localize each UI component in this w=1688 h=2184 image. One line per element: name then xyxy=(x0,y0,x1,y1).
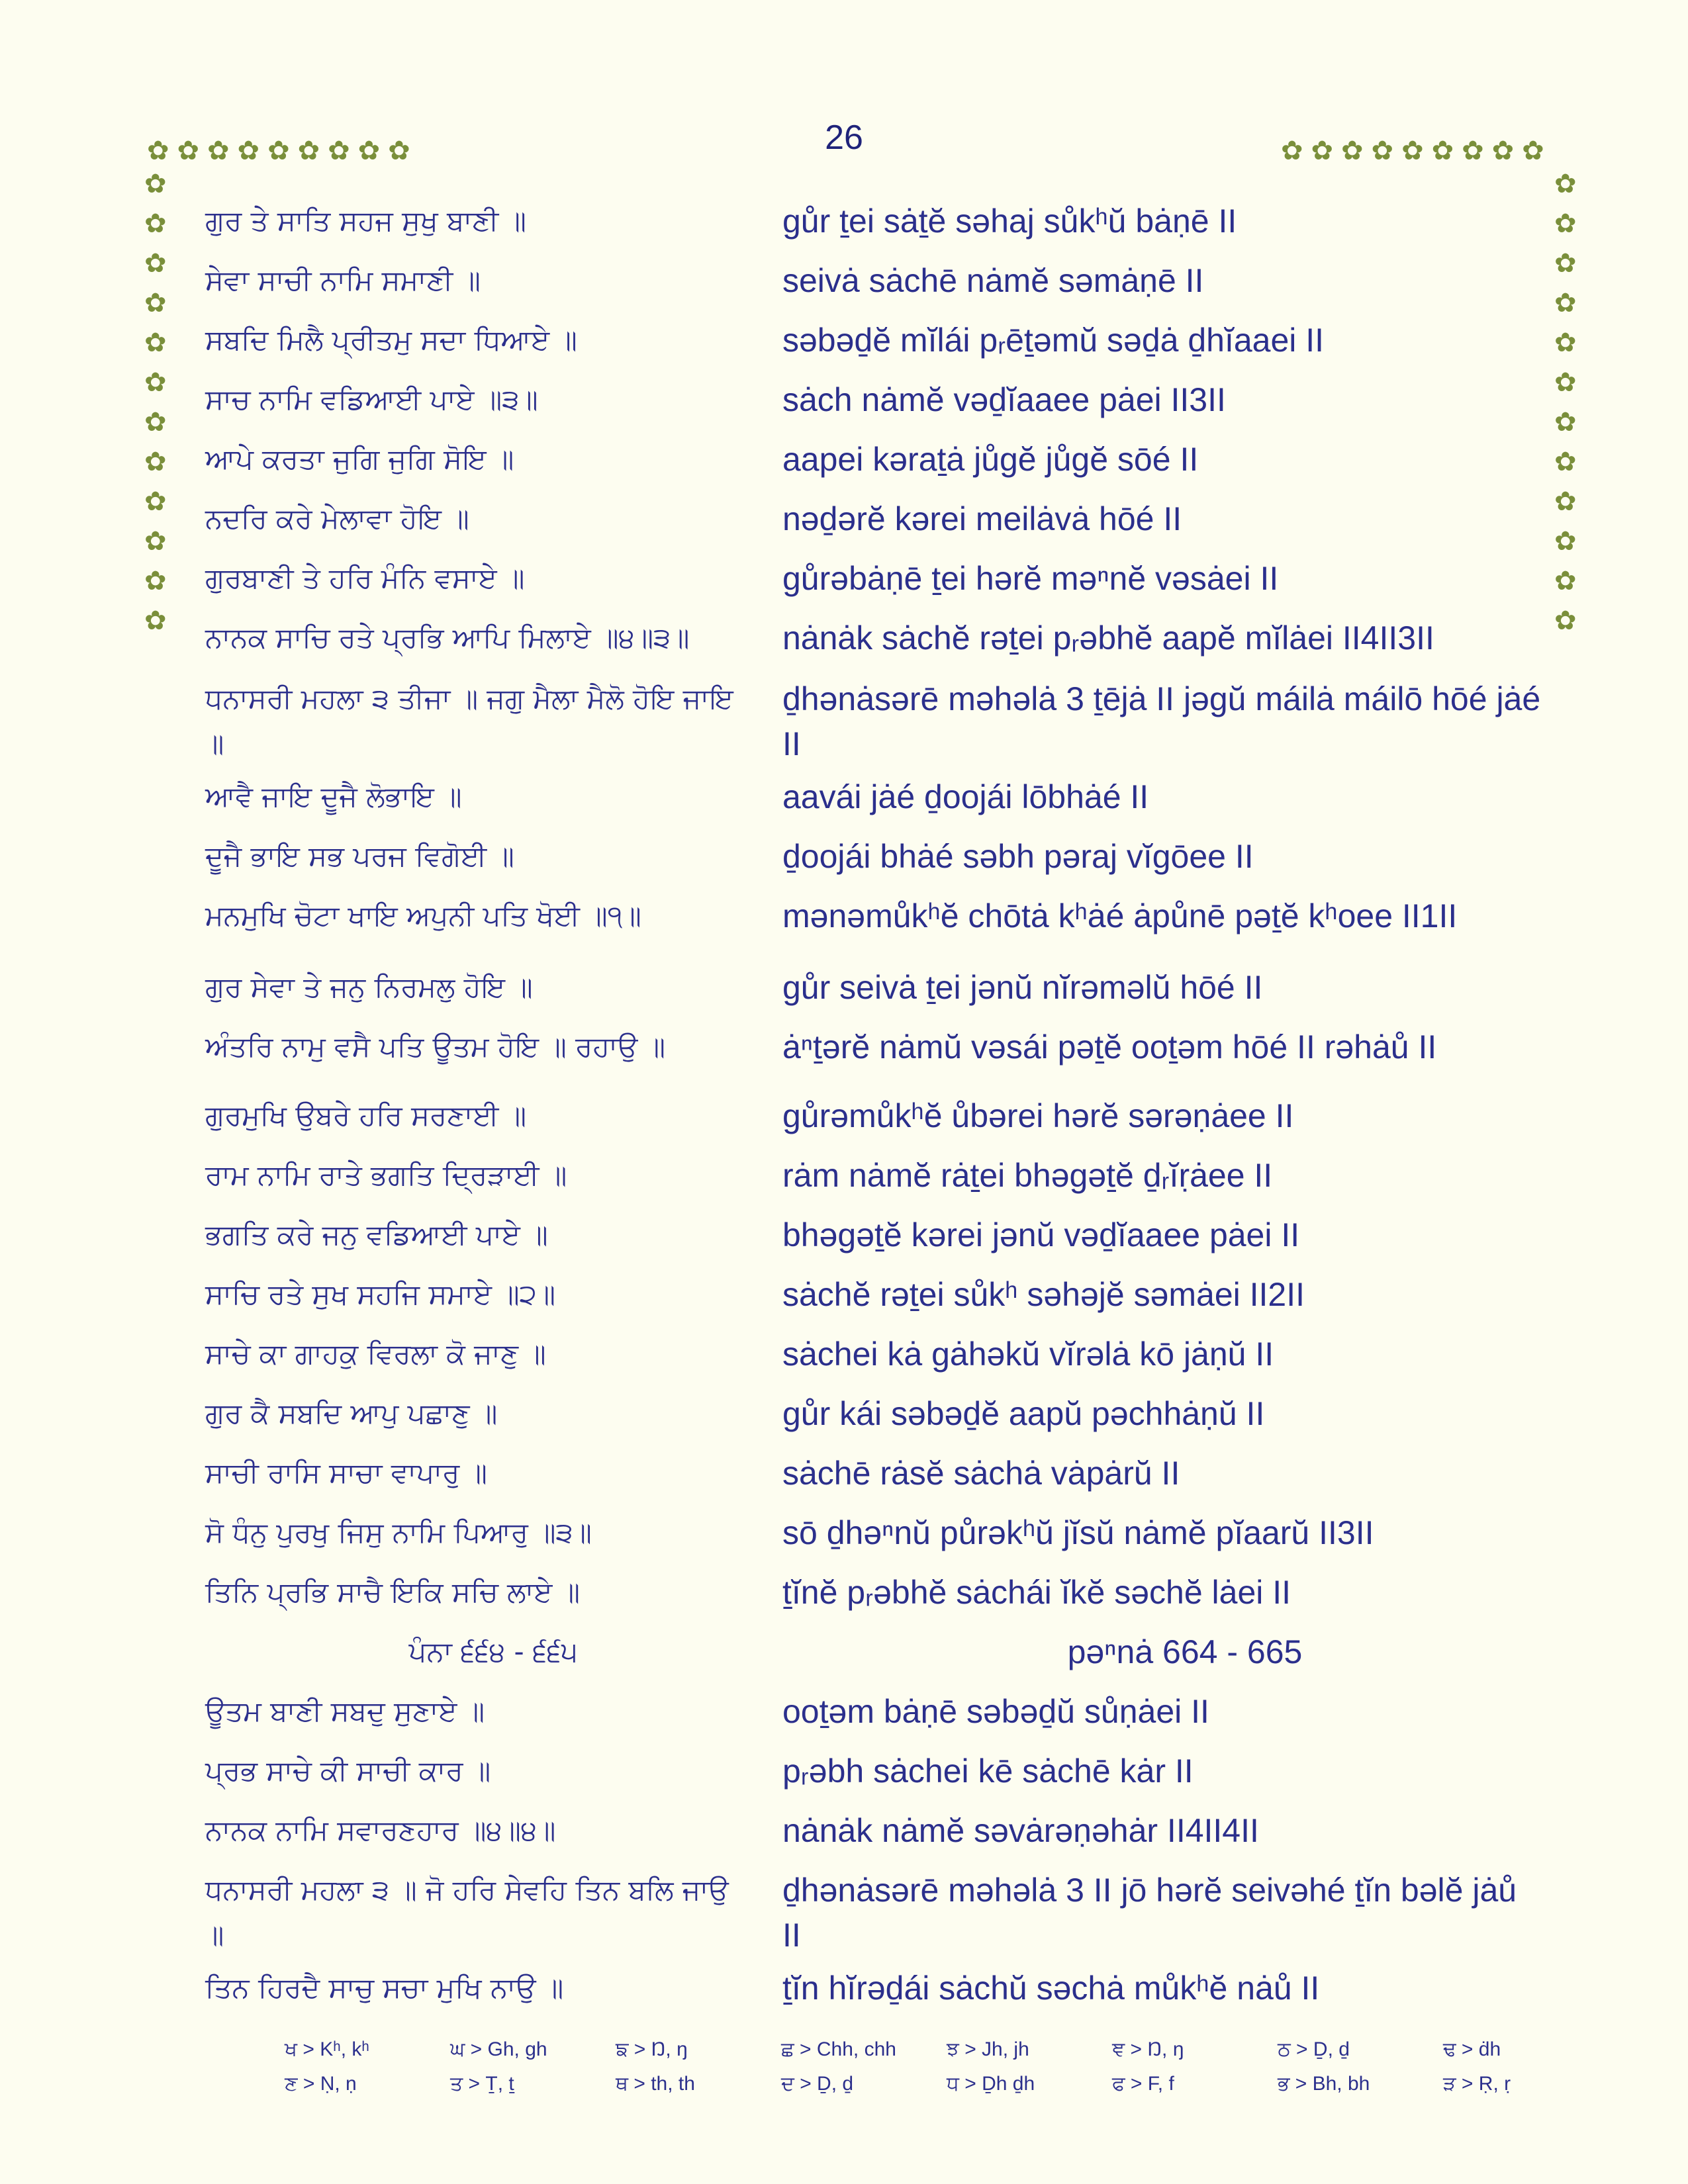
verse-line xyxy=(205,1153,1542,1198)
verse-line xyxy=(205,1093,1542,1138)
flower-icon: ✿ xyxy=(1462,136,1484,166)
transliteration-text: mənəmůkʰĕ chōtȧ kʰȧé ȧpůnē pəṯĕ kʰoee II1II xyxy=(782,897,1458,934)
transliteration-legend xyxy=(285,2038,1609,2107)
gurmukhi-text: ਦੂਜੈ ਭਾਇ ਸਭ ਪਰਜ ਵਿਗੋਈ ॥ xyxy=(205,840,514,872)
legend-row xyxy=(285,2038,1609,2073)
legend-item: ਫ > F, f xyxy=(1112,2073,1174,2095)
transliteration-text: ooṯəm bȧṇē səbəḏŭ sůṇȧei II xyxy=(782,1693,1209,1730)
flower-icon: ✿ xyxy=(1522,136,1544,166)
legend-item: ਠ > Ḏ, ḏ xyxy=(1278,2038,1350,2060)
transliteration-text: sȧchĕ rəṯei sůkʰ səhəjĕ səmȧei II2II xyxy=(782,1276,1305,1313)
page-range-line xyxy=(205,1629,1542,1674)
flower-icon: ✿ xyxy=(144,169,167,199)
verse-line xyxy=(205,1451,1542,1496)
transliteration-text: gůr ṯei sȧṯĕ səhaj sůkʰŭ bȧṇē II xyxy=(782,203,1237,240)
legend-item: ਦ > Ḏ, ḏ xyxy=(781,2073,854,2095)
transliteration-text: aapei kəraṯȧ jůgĕ jůgĕ sōé II xyxy=(782,441,1199,478)
ornament-border-top-left xyxy=(147,138,410,164)
transliteration-text: ȧⁿṯərĕ nȧmŭ vəsái pəṯĕ ooṯəm hōé II rəhȧů II xyxy=(782,1028,1437,1066)
transliteration-text: səbəḏĕ mĭlái pᵣēṯəmŭ səḏȧ ḏhĭaaei II xyxy=(782,322,1325,359)
ornament-border-left xyxy=(144,171,167,634)
flower-icon: ✿ xyxy=(1281,136,1303,166)
verse-heading xyxy=(205,676,1542,766)
flower-icon: ✿ xyxy=(1554,208,1577,239)
transliteration-text: aavái jȧé ḏoojái lōbhȧé II xyxy=(782,778,1149,815)
verse-line xyxy=(205,774,1542,819)
flower-icon: ✿ xyxy=(144,447,167,477)
flower-icon: ✿ xyxy=(328,136,350,166)
gurmukhi-text: ਰਾਮ ਨਾਮਿ ਰਾਤੇ ਭਗਤਿ ਦ੍ਰਿੜਾਈ ॥ xyxy=(205,1159,567,1191)
flower-icon: ✿ xyxy=(147,136,169,166)
verse-line xyxy=(205,1808,1542,1853)
flower-icon: ✿ xyxy=(1431,136,1454,166)
verse-line xyxy=(205,377,1542,422)
flower-icon: ✿ xyxy=(297,136,320,166)
gurmukhi-text: ਧਨਾਸਰੀ ਮਹਲਾ ੩ ॥ ਜੋ ਹਰਿ ਸੇਵਹਿ ਤਿਨ ਬਲਿ ਜਾਉ ॥ xyxy=(205,1874,729,1951)
flower-icon: ✿ xyxy=(1554,606,1577,636)
flower-icon: ✿ xyxy=(1554,486,1577,517)
gurmukhi-text: ਗੁਰਬਾਣੀ ਤੇ ਹਰਿ ਮੰਨਿ ਵਸਾਏ ॥ xyxy=(205,562,525,594)
legend-item: ਤ > Ṯ, ṯ xyxy=(450,2073,514,2095)
gurmukhi-text: ਤਿਨ ਹਿਰਦੈ ਸਾਚੁ ਸਚਾ ਮੁਖਿ ਨਾਉ ॥ xyxy=(205,1972,564,2004)
flower-icon: ✿ xyxy=(144,248,167,279)
gurmukhi-text: ਨਾਨਕ ਨਾਮਿ ਸਵਾਰਣਹਾਰ ॥੪॥੪॥ xyxy=(205,1814,556,1846)
flower-icon: ✿ xyxy=(144,486,167,517)
verse-line xyxy=(205,1689,1542,1734)
transliteration-text: sō ḏhəⁿnŭ půrəkʰŭ jĭsŭ nȧmĕ pĭaarŭ II3II xyxy=(782,1514,1374,1551)
gurmukhi-text: ਸੋ ਧੰਨੁ ਪੁਰਖੁ ਜਿਸੁ ਨਾਮਿ ਪਿਆਰੁ ॥੩॥ xyxy=(205,1516,592,1549)
verse-heading xyxy=(205,1868,1542,1958)
gurmukhi-text: ਪ੍ਰਭ ਸਾਚੇ ਕੀ ਸਾਚੀ ਕਾਰ ॥ xyxy=(205,1754,491,1787)
gurmukhi-text: ਤਿਨਿ ਪ੍ਰਭਿ ਸਾਚੈ ਇਕਿ ਸਚਿ ਲਾਏ ॥ xyxy=(205,1576,581,1608)
flower-icon: ✿ xyxy=(267,136,290,166)
gurmukhi-text: ਸਾਚੀ ਰਾਸਿ ਸਾਚਾ ਵਾਪਾਰੁ ॥ xyxy=(205,1457,487,1489)
gurmukhi-text: ਗੁਰ ਸੇਵਾ ਤੇ ਜਨੁ ਨਿਰਮਲੁ ਹੋਇ ॥ xyxy=(205,971,533,1003)
verse-line xyxy=(205,615,1542,660)
flower-icon: ✿ xyxy=(144,328,167,358)
verse-line xyxy=(205,1510,1542,1555)
transliteration-text: ḏhənȧsərē məhəlȧ 3 II jō hərĕ seivəhé ṯĭn bəlĕ jȧů II xyxy=(782,1872,1517,1954)
flower-icon: ✿ xyxy=(1341,136,1364,166)
flower-icon: ✿ xyxy=(144,407,167,437)
transliteration-text: seivȧ sȧchē nȧmĕ səmȧṇē II xyxy=(782,262,1204,299)
flower-icon: ✿ xyxy=(1554,288,1577,318)
legend-item: ਘ > Gh, gh xyxy=(450,2038,547,2060)
flower-icon: ✿ xyxy=(144,526,167,557)
gurmukhi-text: ਆਵੈ ਜਾਇ ਦੂਜੈ ਲੋਭਾਇ ॥ xyxy=(205,780,462,813)
verse-line xyxy=(205,1272,1542,1317)
flower-icon: ✿ xyxy=(144,566,167,596)
flower-icon: ✿ xyxy=(144,606,167,636)
gurmukhi-text: ਅੰਤਰਿ ਨਾਮੁ ਵਸੈ ਪਤਿ ਊਤਮ ਹੋਇ ॥ ਰਹਾਉ ॥ xyxy=(205,1030,666,1063)
transliteration-text: sȧch nȧmĕ vəḏĭaaee pȧei II3II xyxy=(782,381,1226,418)
gurmukhi-text: ਸਾਚਿ ਰਤੇ ਸੁਖ ਸਹਜਿ ਸਮਾਏ ॥੨॥ xyxy=(205,1278,556,1310)
flower-icon: ✿ xyxy=(1554,407,1577,437)
flower-icon: ✿ xyxy=(357,136,381,166)
flower-icon: ✿ xyxy=(1371,136,1394,166)
transliteration-text: pᵣəbh sȧchei kē sȧchē kȧr II xyxy=(782,1752,1194,1790)
legend-item: ਛ > Chh, chh xyxy=(781,2038,896,2060)
ornament-border-top-right xyxy=(1281,138,1544,164)
verse-line xyxy=(205,318,1542,363)
flower-icon: ✿ xyxy=(144,288,167,318)
verse-line xyxy=(205,965,1542,1010)
flower-icon: ✿ xyxy=(1554,169,1577,199)
verse-line xyxy=(205,1749,1542,1794)
transliteration-text: gůr seivȧ ṯei jənŭ nĭrəməlŭ hōé II xyxy=(782,969,1263,1006)
transliteration-text: gůr kái səbəḏĕ aapŭ pəchhȧṇŭ II xyxy=(782,1395,1265,1432)
flower-icon: ✿ xyxy=(1554,248,1577,279)
verse-line xyxy=(205,1570,1542,1615)
transliteration-text: ṯĭnĕ pᵣəbhĕ sȧchái ĭkĕ səchĕ lȧei II xyxy=(782,1574,1291,1611)
verse-line xyxy=(205,1391,1542,1436)
verse-line xyxy=(205,1332,1542,1377)
flower-icon: ✿ xyxy=(144,367,167,398)
page-number: 26 xyxy=(825,118,863,157)
gurmukhi-text: ਮਨਮੁਖਿ ਚੋਟਾ ਖਾਇ ਅਪੁਨੀ ਪਤਿ ਖੋਈ ॥੧॥ xyxy=(205,899,641,932)
ornament-border-right xyxy=(1554,171,1577,634)
transliteration-text: gůrəmůkʰĕ ůbərei hərĕ sərəṇȧee II xyxy=(782,1097,1294,1134)
transliteration-text: ḏoojái bhȧé səbh pəraj vĭgōee II xyxy=(782,838,1254,875)
gurmukhi-text: ਗੁਰ ਕੈ ਸਬਦਿ ਆਪੁ ਪਛਾਣੁ ॥ xyxy=(205,1397,498,1430)
legend-item: ਢ > ḋh xyxy=(1443,2038,1501,2060)
transliteration-text: rȧm nȧmĕ rȧṯei bhəgəṯĕ ḏᵣĭṛȧee II xyxy=(782,1157,1273,1194)
legend-item: ਣ > Ṇ, ṇ xyxy=(285,2073,357,2095)
flower-icon: ✿ xyxy=(1554,328,1577,358)
verse-line xyxy=(205,834,1542,879)
flower-icon: ✿ xyxy=(207,136,230,166)
verse-line xyxy=(205,1966,1542,2011)
gurmukhi-text: ਸੇਵਾ ਸਾਚੀ ਨਾਮਿ ਸਮਾਣੀ ॥ xyxy=(205,264,481,296)
transliteration-text: gůrəbȧṇē ṯei hərĕ məⁿnĕ vəsȧei II xyxy=(782,560,1279,597)
legend-row xyxy=(285,2073,1609,2107)
verse-line xyxy=(205,258,1542,303)
gurmukhi-text: ਨਦਰਿ ਕਰੇ ਮੇਲਾਵਾ ਹੋਇ ॥ xyxy=(205,502,469,535)
flower-icon: ✿ xyxy=(1491,136,1515,166)
gurmukhi-text: ਭਗਤਿ ਕਰੇ ਜਨੁ ਵਡਿਆਈ ਪਾਏ ॥ xyxy=(205,1218,548,1251)
verse-line xyxy=(205,1024,1542,1069)
flower-icon: ✿ xyxy=(1554,447,1577,477)
gurmukhi-text: ਗੁਰ ਤੇ ਸਾਤਿ ਸਹਜ ਸੁਖੁ ਬਾਣੀ ॥ xyxy=(205,205,526,237)
flower-icon: ✿ xyxy=(388,136,410,166)
flower-icon: ✿ xyxy=(1311,136,1334,166)
transliteration-text: sȧchē rȧsĕ sȧchȧ vȧpȧrŭ II xyxy=(782,1455,1180,1492)
flower-icon: ✿ xyxy=(177,136,200,166)
gurmukhi-page-range: ਪੰਨਾ ੬੬੪ - ੬੬੫ xyxy=(408,1635,578,1668)
legend-item: ਙ > Ŋ, ŋ xyxy=(616,2038,688,2060)
gurmukhi-text: ਨਾਨਕ ਸਾਚਿ ਰਤੇ ਪ੍ਰਭਿ ਆਪਿ ਮਿਲਾਏ ॥੪॥੩॥ xyxy=(205,621,690,654)
gurmukhi-text: ਸਬਦਿ ਮਿਲੈ ਪ੍ਰੀਤਮੁ ਸਦਾ ਧਿਆਏ ॥ xyxy=(205,324,577,356)
transliteration-text: nəḏərĕ kərei meilȧvȧ hōé II xyxy=(782,500,1182,537)
legend-item: ਥ > th, th xyxy=(616,2073,695,2095)
transliteration-text: nȧnȧk nȧmĕ səvȧrəṇəhȧr II4II4II xyxy=(782,1812,1259,1849)
legend-item: ਧ > Ḏh ḏh xyxy=(947,2073,1035,2095)
gurmukhi-text: ਸਾਚ ਨਾਮਿ ਵਡਿਆਈ ਪਾਏ ॥੩॥ xyxy=(205,383,538,416)
legend-item: ਭ > Bh, bh xyxy=(1278,2073,1370,2095)
transliteration-text: bhəgəṯĕ kərei jənŭ vəḏĭaaee pȧei II xyxy=(782,1216,1300,1253)
verse-line xyxy=(205,893,1542,938)
transliteration-text: nȧnȧk sȧchĕ rəṯei pᵣəbhĕ aapĕ mĭlȧei II4II3II xyxy=(782,619,1434,657)
gurmukhi-text: ਸਾਚੇ ਕਾ ਗਾਹਕੁ ਵਿਰਲਾ ਕੋ ਜਾਣੁ ॥ xyxy=(205,1338,546,1370)
legend-item: ਖ > Kʰ, kʰ xyxy=(285,2038,369,2060)
verse-line xyxy=(205,556,1542,601)
verse-line xyxy=(205,437,1542,482)
gurmukhi-text: ਊਤਮ ਬਾਣੀ ਸਬਦੁ ਸੁਣਾਏ ॥ xyxy=(205,1695,485,1727)
flower-icon: ✿ xyxy=(237,136,260,166)
flower-icon: ✿ xyxy=(1554,526,1577,557)
transliteration-text: sȧchei kȧ gȧhəkŭ vĭrəlȧ kō jȧṇŭ II xyxy=(782,1336,1274,1373)
transliteration-text: ṯĭn hĭrəḏái sȧchŭ səchȧ můkʰĕ nȧů II xyxy=(782,1970,1320,2007)
legend-item: ਝ > Jh, jh xyxy=(947,2038,1029,2060)
gurmukhi-text: ਧਨਾਸਰੀ ਮਹਲਾ ੩ ਤੀਜਾ ॥ ਜਗੁ ਮੈਲਾ ਮੈਲੋ ਹੋਇ ਜਾਇ ॥ xyxy=(205,682,733,760)
verse-line xyxy=(205,1212,1542,1257)
flower-icon: ✿ xyxy=(1401,136,1424,166)
flower-icon: ✿ xyxy=(1554,367,1577,398)
flower-icon: ✿ xyxy=(1554,566,1577,596)
legend-item: ਞ > Ŋ, ŋ xyxy=(1112,2038,1184,2060)
flower-icon: ✿ xyxy=(144,208,167,239)
legend-item: ੜ > Ṛ, ṛ xyxy=(1443,2073,1511,2095)
transliteration-text: ḏhənȧsərē məhəlȧ 3 ṯējȧ II jəgŭ máilȧ máilō hōé jȧé II xyxy=(782,680,1541,762)
verse-line xyxy=(205,496,1542,541)
gurmukhi-text: ਆਪੇ ਕਰਤਾ ਜੁਗਿ ਜੁਗਿ ਸੋਇ ॥ xyxy=(205,443,514,475)
verse-line xyxy=(205,199,1542,244)
transliteration-page-range: pəⁿnȧ 664 - 665 xyxy=(1067,1633,1303,1670)
gurmukhi-text: ਗੁਰਮੁਖਿ ਉਬਰੇ ਹਰਿ ਸਰਣਾਈ ॥ xyxy=(205,1099,527,1132)
